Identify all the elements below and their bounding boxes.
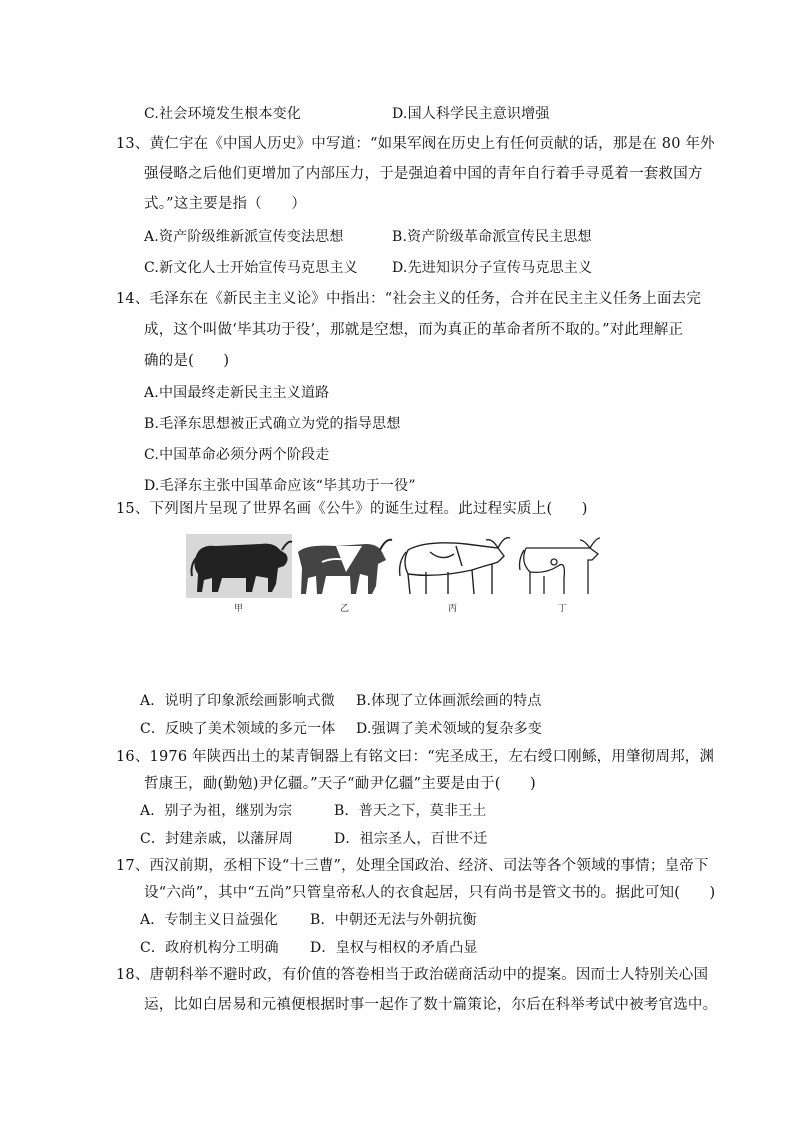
q14-option-a: A.中国最终走新民主主义道路 bbox=[144, 385, 330, 401]
q14-option-c: C.中国革命必须分两个阶段走 bbox=[144, 447, 330, 463]
q15-option-d: D.强调了美术领域的复杂多变 bbox=[356, 721, 542, 737]
caption-ding: 丁 bbox=[558, 604, 568, 614]
q16-stem-line-1: 16、1976 年陕西出土的某青铜器上有铭文曰：“宪圣成王，左右绶口刚鲧，用肇彻周邦，渊 bbox=[116, 749, 715, 765]
q13-option-d: D.先进知识分子宣传马克思主义 bbox=[392, 260, 593, 276]
q13-option-c: C.新文化人士开始宣传马克思主义 bbox=[144, 260, 358, 276]
q17-option-c: C．政府机构分工明确 bbox=[140, 940, 279, 956]
q17-stem-line-2: 设“六尚”，其中“五尚”只管皇帝私人的衣食起居，只有尚书是管文书的。据此可知( ) bbox=[144, 885, 716, 901]
q13-stem-line-1: 13、黄仁宇在《中国人历史》中写道：“如果军阀在历史上有任何贡献的话，那是在 80 年外 bbox=[116, 136, 715, 152]
q18-stem-line-2: 运，比如白居易和元禛便根据时事一起作了数十篇策论，尔后在科举考试中被考官选中。 bbox=[144, 997, 718, 1013]
q17-option-b: B．中朝还无法与外朝抗衡 bbox=[310, 912, 477, 928]
q13-stem-line-3: 式。”这主要是指（ ） bbox=[144, 196, 307, 212]
q16-stem-line-2: 哲康王，勔(勤勉)尹亿疆。”天子“勔尹亿疆”主要是由于( ) bbox=[144, 776, 536, 792]
q15-stem: 15、下列图片呈现了世界名画《公牛》的诞生过程。此过程实质上( ) bbox=[116, 501, 588, 517]
bull-panel-4 bbox=[520, 538, 601, 594]
bull-panel-1 bbox=[186, 534, 292, 598]
q17-option-a: A．专制主义日益强化 bbox=[140, 912, 279, 928]
q16-option-c: C．封建亲戚，以藩屏周 bbox=[140, 831, 293, 847]
q17-stem-line-1: 17、西汉前期，丞相下设“十三曹”，处理全国政治、经济、司法等各个领域的事情；皇帝下 bbox=[116, 858, 709, 874]
q15-option-b: B.体现了立体画派绘画的特点 bbox=[356, 693, 542, 709]
q16-option-a: A．别子为祖，继别为宗 bbox=[140, 803, 293, 819]
q16-option-d: D．祖宗圣人，百世不迁 bbox=[334, 831, 488, 847]
q16-option-b: B．普天之下，莫非王土 bbox=[334, 803, 487, 819]
q12-option-d: D.国人科学民主意识增强 bbox=[392, 106, 550, 122]
caption-jia: 甲 bbox=[234, 604, 244, 614]
q15-option-a: A．说明了印象派绘画影响式微 bbox=[140, 693, 335, 709]
q13-stem-line-2: 强侵略之后他们更增加了内部压力，于是强迫着中国的青年自行着手寻觅着一套救国方 bbox=[144, 166, 703, 182]
q15-option-c: C．反映了美术领域的多元一体 bbox=[140, 721, 336, 737]
caption-bing: 丙 bbox=[448, 604, 458, 614]
bull-panel-3 bbox=[400, 538, 510, 594]
q14-stem-line-3: 确的是( ) bbox=[144, 353, 230, 369]
caption-yi: 乙 bbox=[340, 604, 350, 614]
q12-option-c: C.社会环境发生根本变化 bbox=[144, 106, 302, 122]
q14-stem-line-1: 14、毛泽东在《新民主主义论》中指出：“社会主义的任务，合并在民主主义任务上面去完 bbox=[116, 291, 702, 307]
q14-option-d: D.毛泽东主张中国革命应该“毕其功于一役” bbox=[144, 478, 416, 494]
q13-option-b: B.资产阶级革命派宣传民主思想 bbox=[392, 229, 592, 245]
q18-stem-line-1: 18、唐朝科举不避时政，有价值的答卷相当于政治磋商活动中的提案。因而士人特别关心国 bbox=[116, 967, 709, 983]
q13-option-a: A.资产阶级维新派宣传变法思想 bbox=[144, 229, 344, 245]
bull-evolution-image bbox=[186, 532, 606, 614]
q14-option-b: B.毛泽东思想被正式确立为党的指导思想 bbox=[144, 416, 401, 432]
q17-option-d: D．皇权与相权的矛盾凸显 bbox=[310, 940, 478, 956]
bull-panel-2 bbox=[298, 540, 392, 594]
q14-stem-line-2: 成，这个叫做‘毕其功于役’，那就是空想，而为真正的革命者所不取的。”对此理解正 bbox=[144, 322, 684, 338]
